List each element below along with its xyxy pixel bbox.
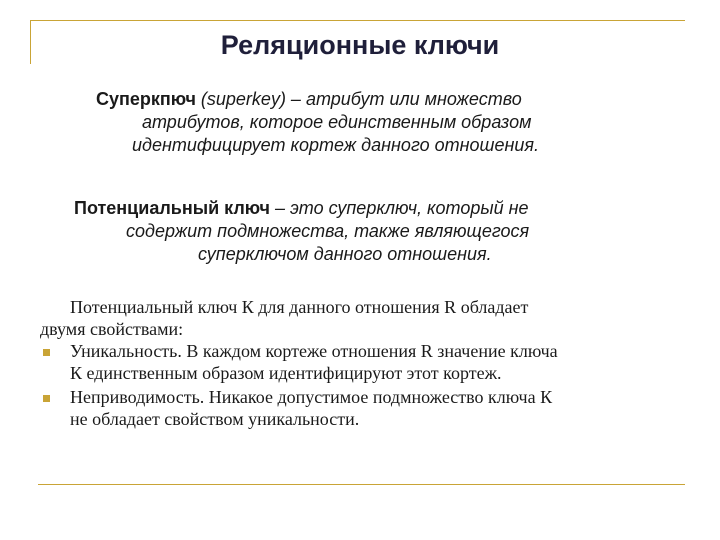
properties-intro-line2: двумя свойствами: (40, 319, 184, 339)
top-rule (30, 20, 685, 21)
slide-title: Реляционные ключи (220, 30, 500, 60)
superkey-term: Суперкпюч (96, 89, 196, 109)
candidate-key-desc-line1: – это суперключ, который не (269, 198, 529, 218)
candidate-key-desc-line2: содержит подмножества, также являющегося (126, 221, 530, 241)
candidate-key-term: Потенциальный ключ (74, 198, 270, 218)
property-irreducibility-line1: Неприводимость. Никакое допустимое подмножество ключа К (70, 387, 553, 407)
property-irreducibility-line2: не обладает свойством уникальности. (70, 409, 360, 429)
bottom-rule (38, 484, 685, 485)
superkey-desc-line3: идентифицирует кортеж данного отношения. (132, 135, 540, 155)
candidate-key-definition (74, 197, 664, 266)
superkey-desc-line2: атрибутов, которое единственным образом (142, 112, 532, 132)
properties-list (40, 340, 700, 430)
square-bullet-icon (43, 395, 50, 402)
properties-intro (40, 296, 700, 340)
square-bullet-icon (43, 349, 50, 356)
property-uniqueness-line1: Уникальность. В каждом кортеже отношения R значение ключа (70, 341, 558, 361)
properties-section (40, 296, 700, 430)
properties-intro-line1: Потенциальный ключ К для данного отношения R обладает (70, 297, 529, 317)
candidate-key-desc-line3: суперключом данного отношения. (198, 244, 492, 264)
list-item (40, 386, 700, 430)
superkey-desc-line1: (superkey) – атрибут или множество (195, 89, 522, 109)
list-item (40, 340, 700, 384)
property-uniqueness-line2: К единственным образом идентифицируют этот кортеж. (70, 363, 502, 383)
superkey-definition (96, 88, 656, 157)
